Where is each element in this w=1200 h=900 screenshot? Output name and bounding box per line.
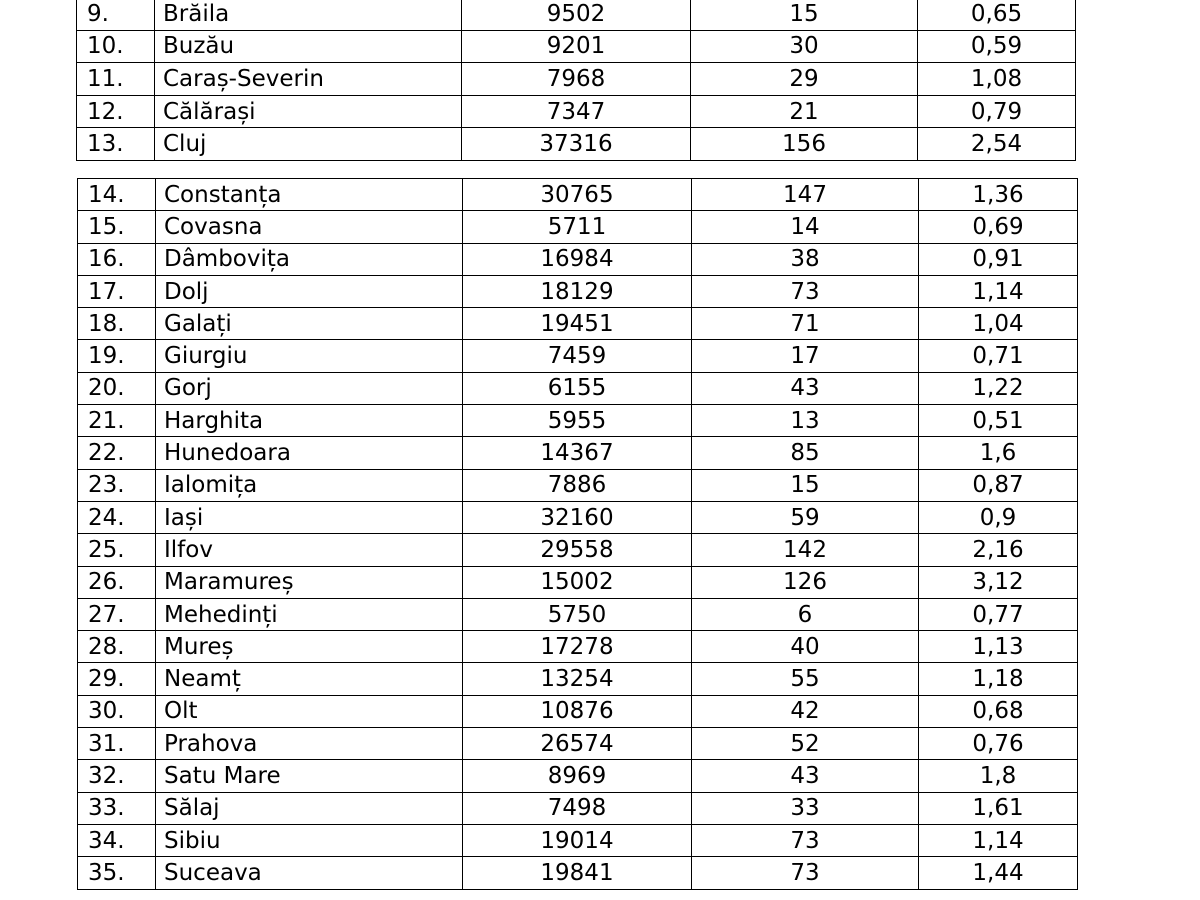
table-row <box>78 792 1078 824</box>
table-row <box>78 340 1078 372</box>
value-2-cell: 71 <box>692 308 919 340</box>
value-2-cell: 15 <box>691 0 918 30</box>
row-number-cell: 26. <box>78 566 156 598</box>
value-1-cell: 19841 <box>463 857 692 889</box>
value-1-cell: 10876 <box>463 695 692 727</box>
row-number-cell: 19. <box>78 340 156 372</box>
row-number-cell: 13. <box>77 128 155 161</box>
value-3-cell: 1,44 <box>919 857 1078 889</box>
table-row <box>78 437 1078 469</box>
value-1-cell: 14367 <box>463 437 692 469</box>
value-2-cell: 73 <box>692 857 919 889</box>
county-name-cell: Gorj <box>156 372 463 404</box>
value-3-cell: 1,14 <box>919 824 1078 856</box>
value-1-cell: 19451 <box>463 308 692 340</box>
value-3-cell: 0,77 <box>919 598 1078 630</box>
value-1-cell: 7459 <box>463 340 692 372</box>
value-1-cell: 18129 <box>463 275 692 307</box>
table-row <box>78 760 1078 792</box>
value-2-cell: 6 <box>692 598 919 630</box>
county-name-cell: Suceava <box>156 857 463 889</box>
table-row <box>78 566 1078 598</box>
row-number-cell: 9. <box>77 0 155 30</box>
value-2-cell: 85 <box>692 437 919 469</box>
value-3-cell: 2,16 <box>919 534 1078 566</box>
value-1-cell: 7347 <box>462 95 691 128</box>
value-2-cell: 17 <box>692 340 919 372</box>
table-row <box>78 243 1078 275</box>
row-number-cell: 23. <box>78 469 156 501</box>
value-2-cell: 29 <box>691 63 918 96</box>
county-table-part-1 <box>76 0 1076 161</box>
table-row <box>78 857 1078 889</box>
table-row <box>78 824 1078 856</box>
value-1-cell: 15002 <box>463 566 692 598</box>
value-3-cell: 0,59 <box>918 30 1076 63</box>
value-3-cell: 0,9 <box>919 501 1078 533</box>
value-3-cell: 1,8 <box>919 760 1078 792</box>
value-1-cell: 5750 <box>463 598 692 630</box>
value-3-cell: 0,65 <box>918 0 1076 30</box>
county-name-cell: Maramureș <box>156 566 463 598</box>
county-name-cell: Satu Mare <box>156 760 463 792</box>
value-1-cell: 7886 <box>463 469 692 501</box>
table-row <box>78 469 1078 501</box>
row-number-cell: 14. <box>78 179 156 211</box>
value-2-cell: 156 <box>691 128 918 161</box>
value-1-cell: 13254 <box>463 663 692 695</box>
county-name-cell: Galați <box>156 308 463 340</box>
value-1-cell: 9502 <box>462 0 691 30</box>
value-3-cell: 3,12 <box>919 566 1078 598</box>
value-3-cell: 1,61 <box>919 792 1078 824</box>
row-number-cell: 35. <box>78 857 156 889</box>
row-number-cell: 17. <box>78 275 156 307</box>
value-1-cell: 17278 <box>463 631 692 663</box>
county-name-cell: Olt <box>156 695 463 727</box>
value-3-cell: 1,6 <box>919 437 1078 469</box>
table-row <box>78 372 1078 404</box>
county-name-cell: Iași <box>156 501 463 533</box>
table-row <box>78 275 1078 307</box>
value-3-cell: 0,68 <box>919 695 1078 727</box>
row-number-cell: 10. <box>77 30 155 63</box>
value-1-cell: 5955 <box>463 405 692 437</box>
county-name-cell: Ialomița <box>156 469 463 501</box>
row-number-cell: 16. <box>78 243 156 275</box>
value-3-cell: 1,13 <box>919 631 1078 663</box>
row-number-cell: 12. <box>77 95 155 128</box>
row-number-cell: 15. <box>78 211 156 243</box>
table-row <box>78 308 1078 340</box>
county-name-cell: Sibiu <box>156 824 463 856</box>
value-2-cell: 21 <box>691 95 918 128</box>
value-1-cell: 29558 <box>463 534 692 566</box>
value-3-cell: 1,36 <box>919 179 1078 211</box>
value-1-cell: 8969 <box>463 760 692 792</box>
table-row <box>78 663 1078 695</box>
county-table-part-2-body <box>78 179 1078 890</box>
table-row <box>78 501 1078 533</box>
county-name-cell: Cluj <box>155 128 462 161</box>
value-2-cell: 43 <box>692 760 919 792</box>
table-row <box>78 598 1078 630</box>
table-row <box>77 95 1076 128</box>
value-1-cell: 7968 <box>462 63 691 96</box>
value-3-cell: 0,76 <box>919 728 1078 760</box>
value-2-cell: 42 <box>692 695 919 727</box>
county-name-cell: Giurgiu <box>156 340 463 372</box>
county-name-cell: Caraș-Severin <box>155 63 462 96</box>
county-name-cell: Constanța <box>156 179 463 211</box>
value-3-cell: 1,04 <box>919 308 1078 340</box>
value-2-cell: 30 <box>691 30 918 63</box>
value-2-cell: 33 <box>692 792 919 824</box>
value-2-cell: 73 <box>692 824 919 856</box>
county-name-cell: Buzău <box>155 30 462 63</box>
county-name-cell: Neamț <box>156 663 463 695</box>
county-name-cell: Brăila <box>155 0 462 30</box>
row-number-cell: 20. <box>78 372 156 404</box>
value-1-cell: 30765 <box>463 179 692 211</box>
county-name-cell: Călărași <box>155 95 462 128</box>
row-number-cell: 25. <box>78 534 156 566</box>
county-name-cell: Mureș <box>156 631 463 663</box>
value-3-cell: 1,22 <box>919 372 1078 404</box>
value-3-cell: 0,91 <box>919 243 1078 275</box>
value-2-cell: 73 <box>692 275 919 307</box>
value-2-cell: 142 <box>692 534 919 566</box>
county-name-cell: Sălaj <box>156 792 463 824</box>
table-row <box>77 30 1076 63</box>
value-3-cell: 0,51 <box>919 405 1078 437</box>
value-2-cell: 55 <box>692 663 919 695</box>
value-1-cell: 19014 <box>463 824 692 856</box>
row-number-cell: 34. <box>78 824 156 856</box>
table-row <box>77 63 1076 96</box>
county-table-part-1-body <box>77 0 1076 160</box>
table-row <box>77 128 1076 161</box>
county-table-part-2 <box>77 178 1078 890</box>
table-row <box>78 534 1078 566</box>
value-2-cell: 15 <box>692 469 919 501</box>
value-3-cell: 1,18 <box>919 663 1078 695</box>
value-1-cell: 16984 <box>463 243 692 275</box>
table-row <box>78 405 1078 437</box>
row-number-cell: 22. <box>78 437 156 469</box>
value-2-cell: 59 <box>692 501 919 533</box>
county-name-cell: Ilfov <box>156 534 463 566</box>
table-row <box>78 211 1078 243</box>
table-row <box>78 179 1078 211</box>
value-2-cell: 13 <box>692 405 919 437</box>
row-number-cell: 32. <box>78 760 156 792</box>
value-2-cell: 38 <box>692 243 919 275</box>
value-3-cell: 0,69 <box>919 211 1078 243</box>
table-row <box>77 0 1076 30</box>
row-number-cell: 21. <box>78 405 156 437</box>
row-number-cell: 29. <box>78 663 156 695</box>
value-1-cell: 32160 <box>463 501 692 533</box>
value-2-cell: 14 <box>692 211 919 243</box>
value-2-cell: 147 <box>692 179 919 211</box>
value-2-cell: 43 <box>692 372 919 404</box>
value-3-cell: 2,54 <box>918 128 1076 161</box>
value-2-cell: 40 <box>692 631 919 663</box>
row-number-cell: 30. <box>78 695 156 727</box>
value-1-cell: 9201 <box>462 30 691 63</box>
county-name-cell: Harghita <box>156 405 463 437</box>
value-1-cell: 5711 <box>463 211 692 243</box>
value-3-cell: 1,08 <box>918 63 1076 96</box>
row-number-cell: 18. <box>78 308 156 340</box>
value-1-cell: 37316 <box>462 128 691 161</box>
county-name-cell: Hunedoara <box>156 437 463 469</box>
value-1-cell: 7498 <box>463 792 692 824</box>
row-number-cell: 11. <box>77 63 155 96</box>
value-3-cell: 0,71 <box>919 340 1078 372</box>
row-number-cell: 31. <box>78 728 156 760</box>
value-2-cell: 52 <box>692 728 919 760</box>
county-name-cell: Mehedinți <box>156 598 463 630</box>
county-name-cell: Covasna <box>156 211 463 243</box>
row-number-cell: 33. <box>78 792 156 824</box>
value-1-cell: 26574 <box>463 728 692 760</box>
table-row <box>78 728 1078 760</box>
row-number-cell: 24. <box>78 501 156 533</box>
row-number-cell: 27. <box>78 598 156 630</box>
county-name-cell: Dâmbovița <box>156 243 463 275</box>
value-3-cell: 0,87 <box>919 469 1078 501</box>
table-row <box>78 695 1078 727</box>
county-name-cell: Prahova <box>156 728 463 760</box>
row-number-cell: 28. <box>78 631 156 663</box>
county-name-cell: Dolj <box>156 275 463 307</box>
value-1-cell: 6155 <box>463 372 692 404</box>
value-2-cell: 126 <box>692 566 919 598</box>
value-3-cell: 0,79 <box>918 95 1076 128</box>
table-row <box>78 631 1078 663</box>
value-3-cell: 1,14 <box>919 275 1078 307</box>
